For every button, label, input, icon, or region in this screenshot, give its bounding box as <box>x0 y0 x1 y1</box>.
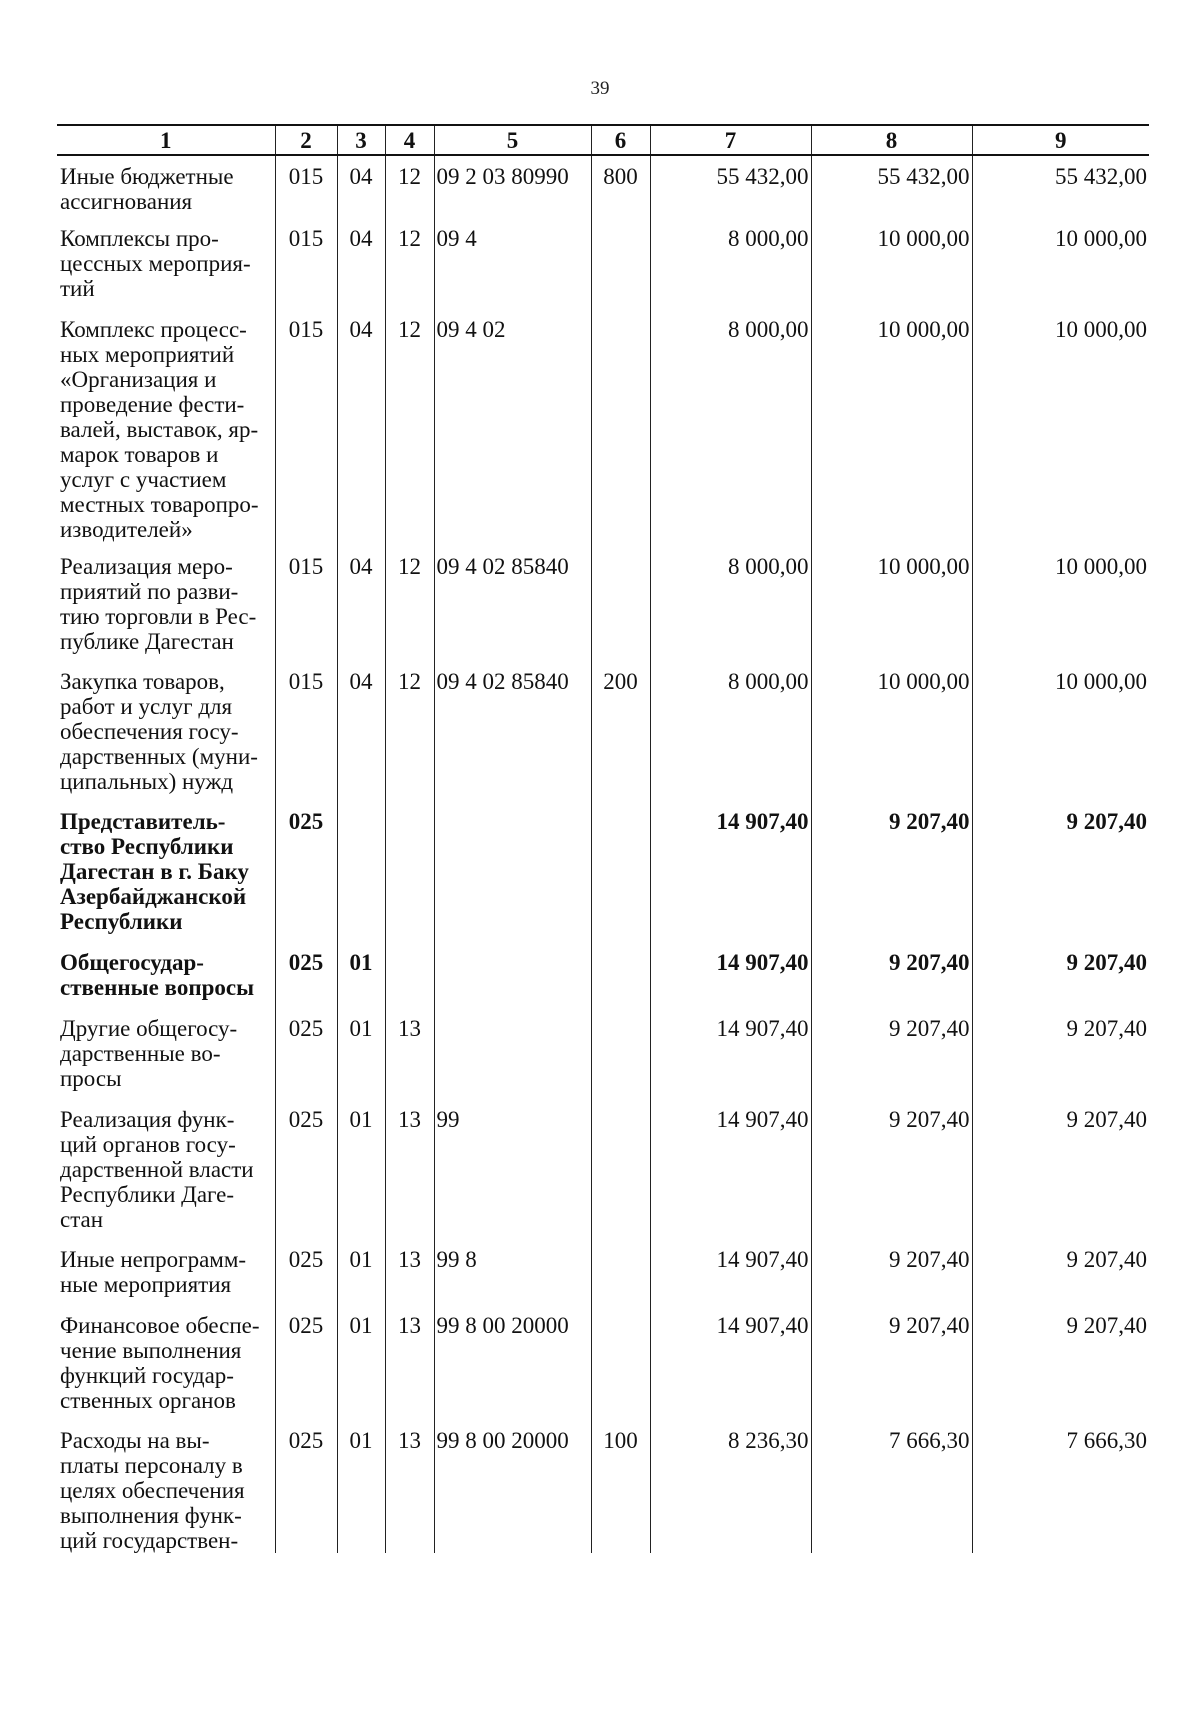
cell-col-3: 04 <box>337 155 385 218</box>
cell-col-2: 025 <box>275 1008 337 1099</box>
cell-col-3: 04 <box>337 661 385 801</box>
row-label: Закупка товаров, работ и услуг для обеспечения госу- дарственных (муни- ципальных) нужд <box>60 669 258 794</box>
row-label: Комплексы про- цессных мероприя- тий <box>60 226 251 301</box>
cell-col-8: 9 207,40 <box>811 1239 972 1305</box>
cell-col-6 <box>591 1305 650 1420</box>
page-number: 39 <box>590 78 610 99</box>
cell-col-4: 13 <box>385 1305 434 1420</box>
cell-col-9: 55 432,00 <box>972 155 1149 218</box>
row-label: Иные непрограмм- ные мероприятия <box>60 1247 247 1297</box>
cell-col-7: 14 907,40 <box>650 1239 811 1305</box>
cell-col-3: 01 <box>337 1239 385 1305</box>
cell-name <box>57 942 275 1008</box>
cell-col-5: 09 4 <box>434 218 591 309</box>
cell-col-9: 9 207,40 <box>972 1008 1149 1099</box>
cell-col-7: 8 000,00 <box>650 218 811 309</box>
cell-col-9: 10 000,00 <box>972 661 1149 801</box>
table-header <box>57 125 1149 155</box>
table-row <box>57 1099 1149 1239</box>
cell-col-7: 14 907,40 <box>650 1305 811 1420</box>
header-col-5: 5 <box>434 125 591 155</box>
row-label: Представитель- ство Республики Дагестан в г. Баку Азербайджанской Республики <box>60 809 249 934</box>
cell-col-3: 04 <box>337 309 385 546</box>
cell-col-4: 13 <box>385 1239 434 1305</box>
cell-col-2: 015 <box>275 155 337 218</box>
cell-col-4 <box>385 801 434 942</box>
cell-col-4: 13 <box>385 1420 434 1553</box>
cell-col-4: 12 <box>385 218 434 309</box>
cell-col-9: 10 000,00 <box>972 546 1149 661</box>
cell-col-2: 025 <box>275 1305 337 1420</box>
row-label: Реализация функ- ций органов госу- дарственной власти Республики Даге- стан <box>60 1107 254 1232</box>
row-label: Финансовое обеспе- чение выполнения функций государ- ственных органов <box>60 1313 260 1413</box>
cell-col-2: 015 <box>275 661 337 801</box>
header-col-7: 7 <box>650 125 811 155</box>
cell-col-3: 01 <box>337 1008 385 1099</box>
table-row <box>57 942 1149 1008</box>
cell-col-7: 8 000,00 <box>650 309 811 546</box>
cell-col-9: 7 666,30 <box>972 1420 1149 1553</box>
cell-col-7: 14 907,40 <box>650 1099 811 1239</box>
cell-col-6 <box>591 801 650 942</box>
table-row <box>57 1420 1149 1553</box>
cell-col-4: 12 <box>385 155 434 218</box>
cell-col-9: 9 207,40 <box>972 1099 1149 1239</box>
cell-col-6: 200 <box>591 661 650 801</box>
cell-col-8: 9 207,40 <box>811 801 972 942</box>
cell-col-8: 7 666,30 <box>811 1420 972 1553</box>
cell-col-5: 09 4 02 <box>434 309 591 546</box>
cell-name <box>57 309 275 546</box>
cell-col-6: 100 <box>591 1420 650 1553</box>
cell-col-4: 12 <box>385 309 434 546</box>
header-col-8: 8 <box>811 125 972 155</box>
cell-col-8: 10 000,00 <box>811 661 972 801</box>
table-row <box>57 155 1149 218</box>
cell-col-4: 12 <box>385 546 434 661</box>
row-label: Реализация меро- приятий по разви- тию торговли в Рес- публике Дагестан <box>60 554 257 654</box>
cell-col-5 <box>434 942 591 1008</box>
cell-col-5: 09 2 03 80990 <box>434 155 591 218</box>
cell-name <box>57 1239 275 1305</box>
cell-col-9: 10 000,00 <box>972 309 1149 546</box>
cell-name <box>57 661 275 801</box>
header-row <box>57 125 1149 155</box>
cell-col-8: 10 000,00 <box>811 218 972 309</box>
cell-col-7: 14 907,40 <box>650 942 811 1008</box>
cell-col-6 <box>591 1239 650 1305</box>
cell-col-7: 14 907,40 <box>650 801 811 942</box>
table-row <box>57 661 1149 801</box>
row-label: Другие общегосу- дарственные во- просы <box>60 1016 238 1091</box>
cell-name <box>57 1099 275 1239</box>
header-col-1: 1 <box>57 125 275 155</box>
header-col-9: 9 <box>972 125 1149 155</box>
cell-col-4 <box>385 942 434 1008</box>
cell-name <box>57 801 275 942</box>
cell-col-2: 025 <box>275 1420 337 1553</box>
row-label: Общегосудар- ственные вопросы <box>60 950 255 1000</box>
cell-col-4: 12 <box>385 661 434 801</box>
table-row <box>57 1008 1149 1099</box>
cell-col-6 <box>591 1008 650 1099</box>
cell-col-2: 025 <box>275 1239 337 1305</box>
cell-col-3: 04 <box>337 218 385 309</box>
cell-col-9: 9 207,40 <box>972 801 1149 942</box>
table-row <box>57 1239 1149 1305</box>
header-col-4: 4 <box>385 125 434 155</box>
table-row <box>57 546 1149 661</box>
header-col-2: 2 <box>275 125 337 155</box>
table-row <box>57 801 1149 942</box>
cell-col-5 <box>434 1008 591 1099</box>
cell-col-5 <box>434 801 591 942</box>
cell-col-3: 01 <box>337 942 385 1008</box>
cell-name <box>57 546 275 661</box>
cell-col-4: 13 <box>385 1099 434 1239</box>
cell-name <box>57 155 275 218</box>
cell-col-6: 800 <box>591 155 650 218</box>
cell-col-2: 015 <box>275 218 337 309</box>
row-label: Комплекс процесс- ных мероприятий «Организация и проведение фести- валей, выставок, яр- марок товаров и услуг с участием местных товаропро- изводителей» <box>60 317 259 542</box>
cell-col-3: 04 <box>337 546 385 661</box>
cell-col-5: 99 8 00 20000 <box>434 1420 591 1553</box>
cell-col-2: 025 <box>275 801 337 942</box>
cell-col-5: 09 4 02 85840 <box>434 661 591 801</box>
cell-col-8: 55 432,00 <box>811 155 972 218</box>
table-row <box>57 309 1149 546</box>
budget-table <box>57 124 1149 1553</box>
cell-col-5: 99 8 00 20000 <box>434 1305 591 1420</box>
cell-name <box>57 218 275 309</box>
table-row <box>57 1305 1149 1420</box>
cell-col-8: 9 207,40 <box>811 1305 972 1420</box>
table-body <box>57 155 1149 1553</box>
cell-col-6 <box>591 942 650 1008</box>
cell-col-5: 99 <box>434 1099 591 1239</box>
cell-name <box>57 1420 275 1553</box>
cell-col-2: 025 <box>275 1099 337 1239</box>
row-label: Расходы на вы- платы персоналу в целях обеспечения выполнения функ- ций государствен- <box>60 1428 245 1553</box>
header-col-3: 3 <box>337 125 385 155</box>
cell-col-8: 10 000,00 <box>811 546 972 661</box>
cell-col-8: 9 207,40 <box>811 1008 972 1099</box>
cell-col-9: 10 000,00 <box>972 218 1149 309</box>
cell-col-4: 13 <box>385 1008 434 1099</box>
cell-col-3: 01 <box>337 1420 385 1553</box>
cell-col-5: 09 4 02 85840 <box>434 546 591 661</box>
cell-col-3 <box>337 801 385 942</box>
cell-col-7: 14 907,40 <box>650 1008 811 1099</box>
cell-col-6 <box>591 218 650 309</box>
cell-col-6 <box>591 309 650 546</box>
cell-col-2: 025 <box>275 942 337 1008</box>
table-row <box>57 218 1149 309</box>
cell-col-8: 9 207,40 <box>811 1099 972 1239</box>
cell-col-7: 55 432,00 <box>650 155 811 218</box>
cell-col-6 <box>591 1099 650 1239</box>
header-col-6: 6 <box>591 125 650 155</box>
cell-name <box>57 1305 275 1420</box>
cell-col-9: 9 207,40 <box>972 1305 1149 1420</box>
cell-col-9: 9 207,40 <box>972 1239 1149 1305</box>
cell-col-8: 9 207,40 <box>811 942 972 1008</box>
cell-col-2: 015 <box>275 546 337 661</box>
row-label: Иные бюджетные ассигнования <box>60 164 234 214</box>
cell-col-2: 015 <box>275 309 337 546</box>
cell-col-9: 9 207,40 <box>972 942 1149 1008</box>
cell-col-3: 01 <box>337 1099 385 1239</box>
cell-col-8: 10 000,00 <box>811 309 972 546</box>
cell-col-7: 8 000,00 <box>650 661 811 801</box>
cell-col-6 <box>591 546 650 661</box>
cell-col-7: 8 000,00 <box>650 546 811 661</box>
cell-name <box>57 1008 275 1099</box>
cell-col-5: 99 8 <box>434 1239 591 1305</box>
cell-col-3: 01 <box>337 1305 385 1420</box>
cell-col-7: 8 236,30 <box>650 1420 811 1553</box>
